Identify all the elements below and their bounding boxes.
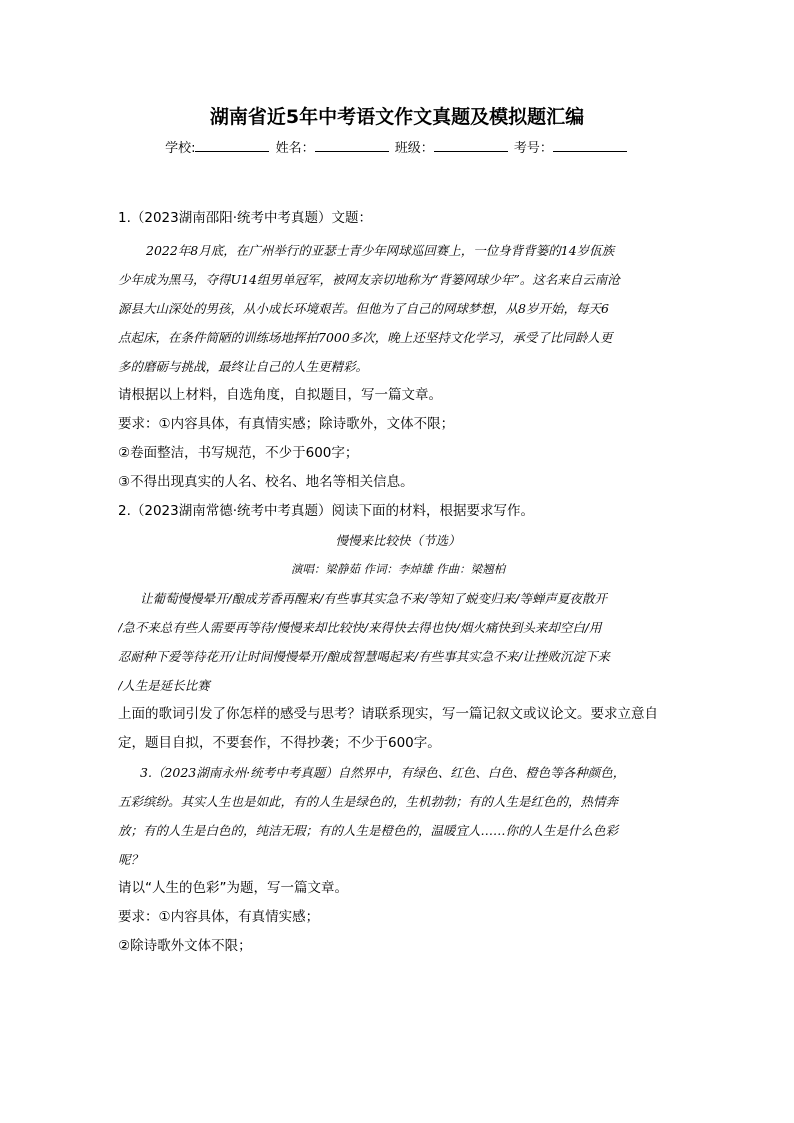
class-blank[interactable]	[434, 137, 508, 152]
student-info-row	[0, 137, 794, 159]
q3-material-line: 3.（2023湖南永州·统考中考真题）自然界中，有绿色、红色、白色、橙色等各种颜色，	[140, 765, 626, 780]
q2-lyric-line: /人生是延长比赛	[118, 678, 210, 693]
q2-lyric-line: 忍耐种下爱等待花开/让时间慢慢晕开/酿成智慧喝起来/有些事其实急不来/让挫败沉淀下来	[118, 649, 610, 664]
q2-header: 2.（2023湖南常德·统考中考真题）阅读下面的材料，根据要求写作。	[118, 503, 535, 519]
exam-no-label: 考号：	[513, 141, 553, 156]
q3-requirement: 要求：①内容具体，有真情实感；	[118, 909, 320, 925]
q1-requirement: ②卷面整洁，书写规范，不少于600字；	[118, 445, 359, 461]
q2-lyric-line: 让葡萄慢慢晕开/酿成芳香再醒来/有些事其实急不来/等知了蜕变归来/等蝉声夏夜散开	[140, 591, 607, 606]
name-label: 姓名：	[275, 141, 315, 156]
q1-requirement: 要求：①内容具体，有真情实感；除诗歌外，文体不限；	[118, 416, 455, 432]
document-title: 湖南省近5年中考语文作文真题及模拟题汇编	[209, 106, 585, 128]
question-content	[118, 207, 678, 961]
q3-material-line: 放；有的人生是白色的，纯洁无瑕；有的人生是橙色的，温暖宜人……你的人生是什么色彩	[118, 823, 619, 838]
q1-material-line: 2022年8月底，在广州举行的亚瑟士青少年网球巡回赛上，一位身背背篓的14岁佤族	[146, 243, 615, 258]
q1-material-line: 少年成为黑马，夺得U14组男单冠军，被网友亲切地称为“背篓网球少年”。这名来自云南沧	[118, 272, 620, 287]
q2-lyric-line: /急不来总有些人需要再等待/慢慢来却比较快/来得快去得也快/烟火痛快到头来却空白/用	[118, 620, 602, 635]
q3-material-line: 呢？	[118, 852, 144, 867]
q3-material-line: 五彩缤纷。其实人生也是如此，有的人生是绿色的，生机勃勃；有的人生是红色的，热情奔	[118, 794, 619, 809]
school-blank[interactable]	[195, 137, 269, 152]
q3-requirement: ②除诗歌外文体不限；	[118, 938, 252, 954]
q1-instruction: 请根据以上材料，自选角度，自拟题目，写一篇文章。	[118, 387, 442, 403]
q1-requirement: ③不得出现真实的人名、校名、地名等相关信息。	[118, 474, 414, 490]
q2-prompt-line: 上面的歌词引发了你怎样的感受与思考？请联系现实，写一篇记叙文或议论文。要求立意自	[118, 706, 658, 722]
q1-material-line: 点起床，在条件简陋的训练场地挥拍7000多次，晚上还坚持文化学习，承受了比同龄人更	[118, 330, 613, 345]
q2-song-credits: 演唱：梁静茹 作词：李焯雄 作曲：梁翘柏	[290, 562, 506, 576]
q2-song-title: 慢慢来比较快（节选）	[335, 533, 461, 548]
name-blank[interactable]	[315, 137, 389, 152]
class-label: 班级：	[394, 141, 434, 156]
q3-instruction: 请以“人生的色彩”为题，写一篇文章。	[118, 880, 348, 896]
q1-header: 1.（2023湖南邵阳·统考中考真题）文题：	[118, 210, 373, 226]
q2-prompt-line: 定，题目自拟，不要套作，不得抄袭；不少于600字。	[118, 735, 441, 751]
exam-no-blank[interactable]	[553, 137, 627, 152]
q1-material-line: 多的磨砺与挑战，最终让自己的人生更精彩。	[118, 359, 369, 374]
q1-material-line: 源县大山深处的男孩，从小成长环境艰苦。但他为了自己的网球梦想，从8岁开始，每天6	[118, 301, 609, 316]
school-label: 学校:	[165, 141, 196, 156]
